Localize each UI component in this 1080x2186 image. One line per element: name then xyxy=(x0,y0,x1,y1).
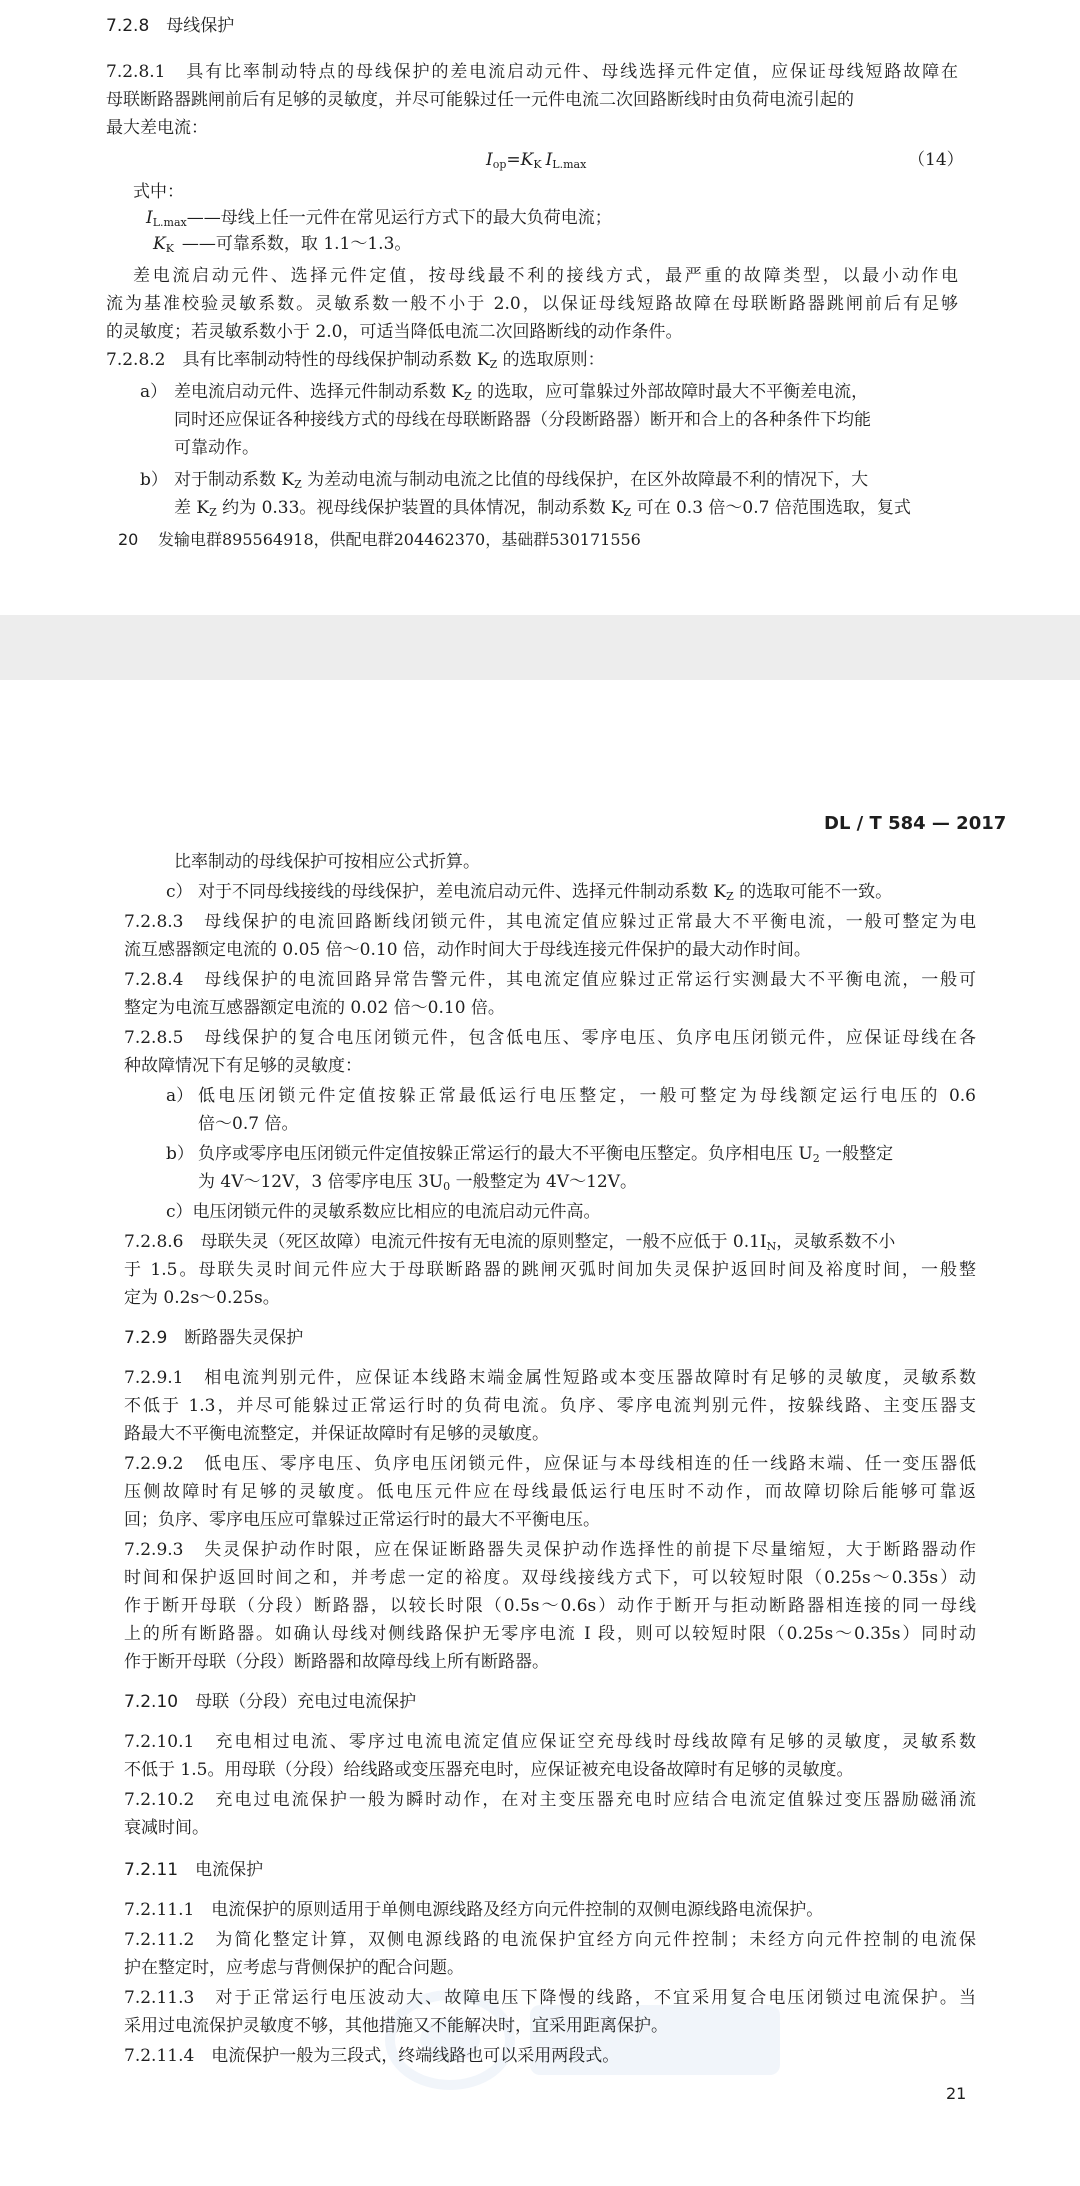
formula-k-sub: K xyxy=(533,158,542,171)
paragraph-sensitivity-line3: 的灵敏度；若灵敏系数小于 2.0，可适当降低电流二次回路断线的动作条件。 xyxy=(106,322,683,342)
p72102-line2: 衰减时间。 xyxy=(124,1818,209,1838)
p72102-line1: 7.2.10.2 充电过电流保护一般为瞬时动作，在对主变压器充电时应结合电流定值躲过变压器励磁涌流 xyxy=(124,1790,976,1810)
p72112-line1: 7.2.11.2 为简化整定计算，双侧电源线路的电流保护宜经方向元件控制；未经方向元件控制的电流保 xyxy=(124,1930,976,1950)
item-b-line2 xyxy=(174,496,911,525)
page-number-20: 20 xyxy=(118,530,139,549)
p7285-b-seg2: 一般整定 xyxy=(819,1144,894,1164)
p7293-line2: 时间和保护返回时间之和，并考虑一定的裕度。双母线接线方式下，可以较短时限（0.25s～0.35s）动 xyxy=(124,1568,976,1588)
document-page-20 xyxy=(0,0,1080,615)
p7286-seg2: ，灵敏系数不小 xyxy=(776,1232,896,1252)
p7285-b-seg1: 负序或零序电压闭锁元件定值按躲正常运行的最大不平衡电压整定。负序相电压 U xyxy=(198,1144,813,1164)
p7286-line1 xyxy=(124,1230,895,1259)
p7285-b-sub1: 2 xyxy=(812,1152,820,1165)
item-c-sub: Z xyxy=(726,890,734,903)
def2-sub: K xyxy=(165,242,174,255)
item-b-seg5: 可在 0.3 倍～0.7 倍范围选取，复式 xyxy=(631,498,911,518)
p7286-line2: 于 1.5。母联失灵时间元件应大于母联断路器的跳闸灭弧时间加失灵保护返回时间及裕度时间，一般整 xyxy=(124,1260,976,1280)
p7286-sub: N xyxy=(766,1240,777,1253)
p7283-line1: 7.2.8.3 母线保护的电流回路断线闭锁元件，其电流定值应躲过正常最大不平衡电流，一般可整定为电 xyxy=(124,912,976,932)
p7293-line4: 上的所有断路器。如确认母线对侧线路保护无零序电流 I 段，则可以较短时限（0.25s～0.35s）同时动 xyxy=(124,1624,976,1644)
p7293-line1: 7.2.9.3 失灵保护动作时限，应在保证断路器失灵保护动作选择性的前提下尽量缩短，大于断路器动作 xyxy=(124,1540,976,1560)
p7285-b-sub2: 0 xyxy=(443,1180,451,1193)
item-c-tail: 的选取可能不一致。 xyxy=(733,882,893,902)
item-b-label: b） xyxy=(140,470,168,490)
p7285-a-label: a） xyxy=(166,1086,194,1106)
p7291-line2: 不低于 1.3，并尽可能躲过正常运行时的负荷电流。负序、零序电流判别元件，按躲线路、主变压器支 xyxy=(124,1396,976,1416)
def1-symbol: I xyxy=(146,208,153,228)
p72101-line2: 不低于 1.5。用母联（分段）给线路或变压器充电时，应保证被充电设备故障时有足够的灵敏度。 xyxy=(124,1760,854,1780)
p72112-line2: 护在整定时，应考虑与背侧保护的配合问题。 xyxy=(124,1958,464,1978)
item-b-sub3: Z xyxy=(623,506,632,519)
p72113-line1: 7.2.11.3 对于正常运行电压波动大、故障电压下降慢的线路，不宜采用复合电压闭锁过电流保护。当 xyxy=(124,1988,976,2008)
p7285-line1: 7.2.8.5 母线保护的复合电压闭锁元件，包含低电压、零序电压、负序电压闭锁元件，应保证母线在各 xyxy=(124,1028,976,1048)
item-b-seg3: 差 K xyxy=(174,498,210,518)
item-c-text xyxy=(198,880,892,909)
section-heading-7-2-8: 7.2.8 母线保护 xyxy=(106,16,235,36)
p7285-b-seg4: 一般整定为 4V～12V。 xyxy=(450,1172,637,1192)
p7285-a-line2: 倍～0.7 倍。 xyxy=(198,1114,299,1134)
p7282-tail: 的选取原则： xyxy=(497,350,605,370)
item-a-label: a） xyxy=(140,382,168,402)
item-a-seg1: 差电流启动元件、选择元件制动系数 K xyxy=(174,382,465,402)
item-a-line1 xyxy=(174,380,868,409)
p7291-line1: 7.2.9.1 相电流判别元件，应保证本线路末端金属性短路或本变压器故障时有足够的灵敏度，灵敏系数 xyxy=(124,1368,976,1388)
formula-rhs: I xyxy=(545,150,553,170)
p72111: 7.2.11.1 电流保护的原则适用于单侧电源线路及经方向元件控制的双侧电源线路电流保护。 xyxy=(124,1900,824,1920)
paragraph-7-2-8-1-line1: 7.2.8.1 具有比率制动特点的母线保护的差电流启动元件、母线选择元件定值，应保证母线短路故障在 xyxy=(106,62,958,82)
item-a-line2: 同时还应保证各种接线方式的母线在母联断路器（分段断路器）断开和合上的各种条件下均能 xyxy=(174,410,871,430)
paragraph-sensitivity-line1: 差电流启动元件、选择元件定值，按母线最不利的接线方式，最严重的故障类型，以最小动作电 xyxy=(133,266,958,286)
p7285-b-label: b） xyxy=(166,1144,194,1164)
footer-note: 发输电群895564918，供配电群204462370，基础群530171556 xyxy=(158,530,641,549)
item-a-sub: Z xyxy=(464,390,472,403)
item-b-seg4: 约为 0.33。视母线保护装置的具体情况，制动系数 K xyxy=(216,498,624,518)
section-heading-7-2-11: 7.2.11 电流保护 xyxy=(124,1860,264,1880)
paragraph-7-2-8-2 xyxy=(106,348,605,377)
p7285-b-line1 xyxy=(198,1142,893,1171)
paragraph-7-2-8-1-line3: 最大差电流： xyxy=(106,118,208,138)
standard-header: DL / T 584 — 2017 xyxy=(824,813,1007,834)
where-label: 式中： xyxy=(133,182,184,202)
def1-sub: L.max xyxy=(152,216,187,229)
p7285-a-line1: 低电压闭锁元件定值按躲正常最低运行电压整定，一般可整定为母线额定运行电压的 0.6 xyxy=(198,1086,976,1106)
item-a-seg2: 的选取，应可靠躲过外部故障时最大不平衡差电流， xyxy=(471,382,869,402)
section-heading-7-2-10: 7.2.10 母联（分段）充电过电流保护 xyxy=(124,1692,417,1712)
section-heading-7-2-9: 7.2.9 断路器失灵保护 xyxy=(124,1328,304,1348)
p7285-line2: 种故障情况下有足够的灵敏度： xyxy=(124,1056,362,1076)
p7284-line1: 7.2.8.4 母线保护的电流回路异常告警元件，其电流定值应躲过正常运行实测最大不平衡电流，一般可 xyxy=(124,970,976,990)
formula-14 xyxy=(486,148,586,177)
item-b-sub1: Z xyxy=(294,478,302,491)
formula-number: （14） xyxy=(908,150,964,170)
paragraph-7-2-8-1-line2: 母联断路器跳闸前后有足够的灵敏度，并尽可能躲过任一元件电流二次回路断线时由负荷电流引起的 xyxy=(106,90,854,110)
page-gap xyxy=(0,615,1080,680)
formula-lhs-sub: op xyxy=(492,158,507,171)
p7282-text: 7.2.8.2 具有比率制动特性的母线保护制动系数 K xyxy=(106,350,490,370)
p7292-line1: 7.2.9.2 低电压、零序电压、负序电压闭锁元件，应保证与本母线相连的任一线路末端、任一变压器低 xyxy=(124,1454,976,1474)
p72114: 7.2.11.4 电流保护一般为三段式，终端线路也可以采用两段式。 xyxy=(124,2046,620,2066)
def1-text: ——母线上任一元件在常见运行方式下的最大负荷电流； xyxy=(186,208,612,228)
p7292-line3: 回；负序、零序电压应可靠躲过正常运行时的最大不平衡电压。 xyxy=(124,1510,600,1530)
def2-text: ——可靠系数，取 1.1～1.3。 xyxy=(181,234,412,254)
p7286-line3: 定为 0.2s～0.25s。 xyxy=(124,1288,280,1308)
p7291-line3: 路最大不平衡电流整定，并保证故障时有足够的灵敏度。 xyxy=(124,1424,549,1444)
def2-symbol: K xyxy=(153,234,166,254)
p72113-line2: 采用过电流保护灵敏度不够，其他措施又不能解决时，宜采用距离保护。 xyxy=(124,2016,668,2036)
p7283-line2: 流互感器额定电流的 0.05 倍～0.10 倍，动作时间大于母线连接元件保护的最大动作时间。 xyxy=(124,940,811,960)
item-b-line1 xyxy=(174,468,868,497)
p7285-c: c）电压闭锁元件的灵敏系数应比相应的电流启动元件高。 xyxy=(166,1202,601,1222)
p72101-line1: 7.2.10.1 充电相过电流、零序过电流电流定值应保证空充母线时母线故障有足够的灵敏度，灵敏系数 xyxy=(124,1732,976,1752)
formula-rhs-sub: L.max xyxy=(552,158,587,171)
formula-k: K xyxy=(520,150,534,170)
page-number-21: 21 xyxy=(946,2084,967,2103)
formula-equals: = xyxy=(506,150,521,170)
p7284-line2: 整定为电流互感器额定电流的 0.02 倍～0.10 倍。 xyxy=(124,998,505,1018)
formula-lhs: I xyxy=(486,150,493,170)
p7285-b-seg3: 为 4V～12V，3 倍零序电压 3U xyxy=(198,1172,444,1192)
p7293-line5: 作于断开母联（分段）断路器和故障母线上所有断路器。 xyxy=(124,1652,549,1672)
item-b-sub2: Z xyxy=(209,506,217,519)
p7292-line2: 压侧故障时有足够的灵敏度。低电压元件应在母线最低运行电压时不动作，而故障切除后能够可靠返 xyxy=(124,1482,976,1502)
item-b-seg1: 对于制动系数 K xyxy=(174,470,295,490)
paragraph-sensitivity-line2: 流为基准校验灵敏系数。灵敏系数一般不小于 2.0，以保证母线短路故障在母联断路器跳闸前后有足够 xyxy=(106,294,958,314)
item-c-label: c） xyxy=(166,882,193,902)
item-c-seg1: 对于不同母线接线的母线保护，差电流启动元件、选择元件制动系数 K xyxy=(198,882,727,902)
item-b-seg2: 为差动电流与制动电流之比值的母线保护，在区外故障最不利的情况下，大 xyxy=(301,470,869,490)
item-b-continuation: 比率制动的母线保护可按相应公式折算。 xyxy=(174,852,480,872)
item-a-line3: 可靠动作。 xyxy=(174,438,259,458)
p7282-sub: Z xyxy=(489,358,498,371)
p7286-seg1: 7.2.8.6 母联失灵（死区故障）电流元件按有无电流的原则整定，一般不应低于 0.1I xyxy=(124,1232,767,1252)
p7293-line3: 作于断开母联（分段）断路器，以较长时限（0.5s～0.6s）动作于断开与拒动断路器相连接的同一母线 xyxy=(124,1596,976,1616)
definition-i-lmax xyxy=(146,206,612,235)
document-page-21 xyxy=(0,680,1080,2186)
p7285-b-line2 xyxy=(198,1170,637,1199)
definition-kk xyxy=(153,232,411,261)
